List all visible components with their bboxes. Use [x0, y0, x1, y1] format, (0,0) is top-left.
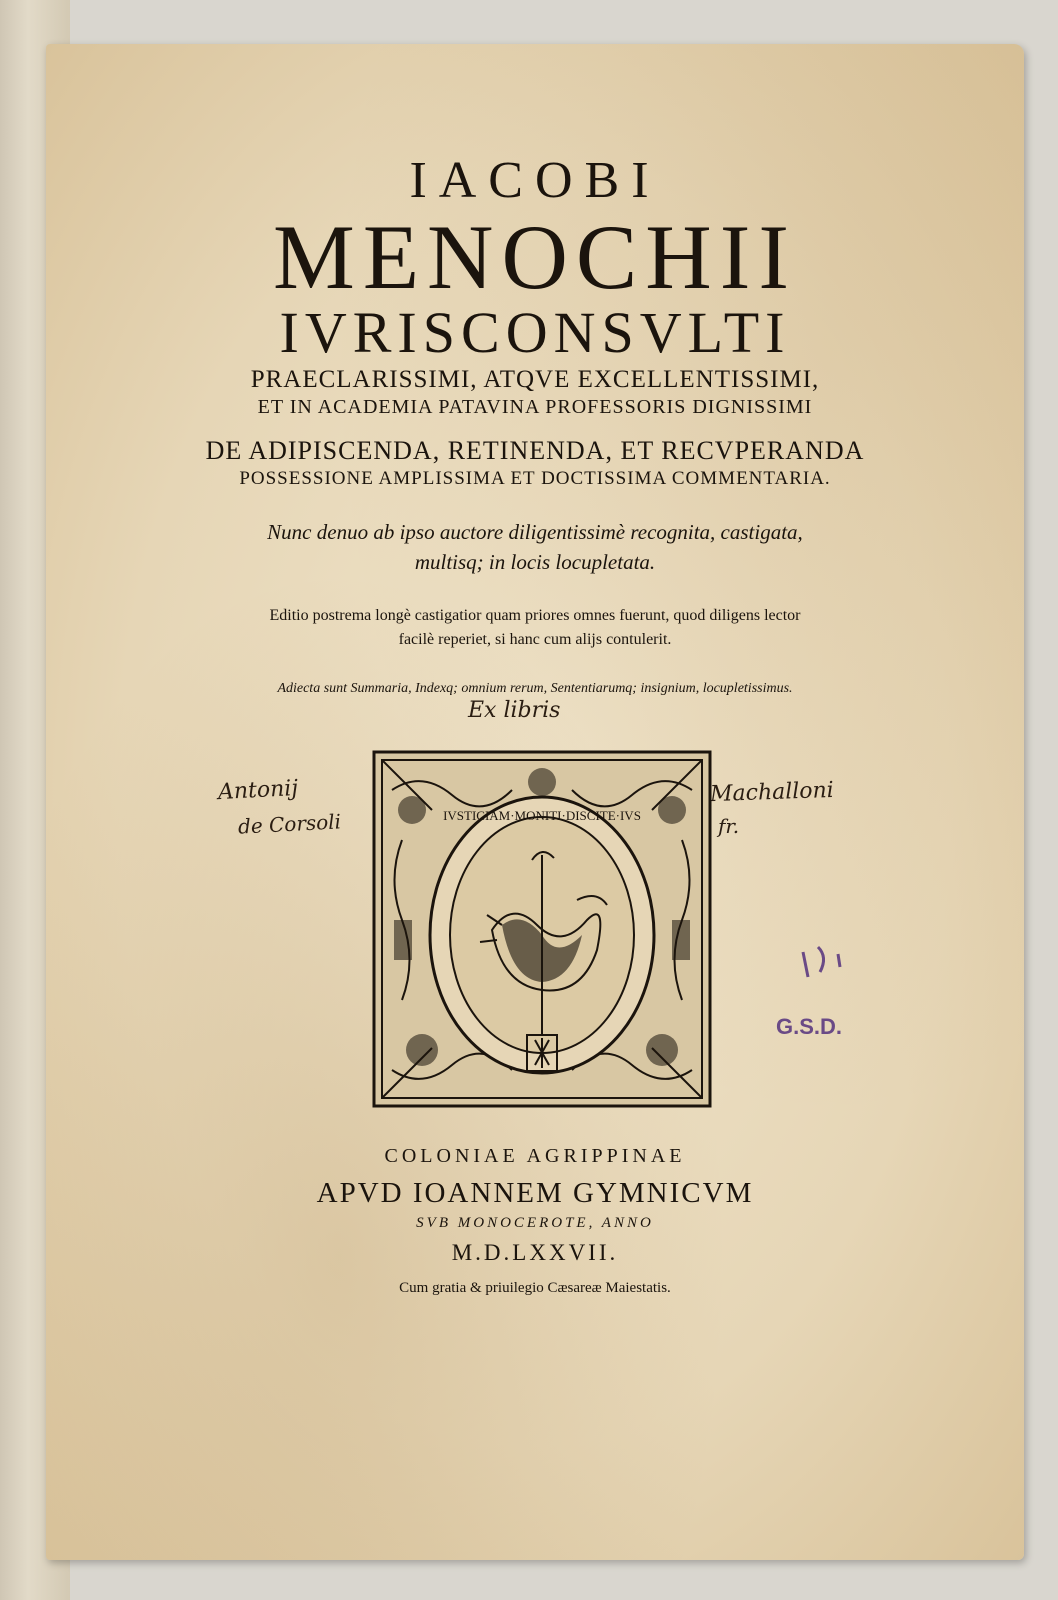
printer-device-woodcut-icon: [372, 750, 712, 1108]
revision-note-2: multisq; in locis locupletata.: [414, 550, 656, 574]
edition-note-1: Editio postrema longè castigatior quam priores omnes fuerunt, quod diligens lector: [269, 607, 801, 624]
work-title: DE ADIPISCENDA, RETINENDA, ET RECVPERANDA: [205, 436, 865, 465]
contents-note: Adiecta sunt Summaria, Indexq; omnium rerum, Sententiarumq; insignium, locupletissimus.: [277, 681, 793, 696]
author-affiliation: ET IN ACADEMIA PATAVINA PROFESSORIS DIGNISSIMI: [257, 396, 813, 418]
stamp-mark-icon: [798, 942, 848, 982]
ex-libris-inscription: Ex libris: [468, 698, 561, 723]
author-epithet: PRAECLARISSIMI, ATQVE EXCELLENTISSIMI,: [250, 366, 820, 393]
library-stamp: G.S.D.: [776, 1014, 843, 1039]
imprint-year: M.D.LXXVII.: [451, 1240, 619, 1265]
imprint-privilege: Cum gratia & priuilegio Cæsareæ Maiestatis.: [399, 1280, 671, 1296]
emblem-motto: IVSTICIAM·MONITI·DISCITE·IVS: [443, 808, 641, 823]
author-first-name: IACOBI: [409, 152, 661, 209]
work-subtitle: POSSESSIONE AMPLISSIMA ET DOCTISSIMA COMMENTARIA.: [239, 468, 831, 489]
owner-signature-left-2: de Corsoli: [237, 809, 342, 839]
imprint-sign: SVB MONOCEROTE, ANNO: [416, 1215, 654, 1231]
author-profession: IVRISCONSVLTI: [279, 300, 791, 365]
title-page: [46, 44, 1024, 1560]
imprint-printer: APVD IOANNEM GYMNICVM: [316, 1177, 754, 1209]
imprint-city: COLONIAE AGRIPPINAE: [384, 1145, 686, 1167]
author-last-name: MENOCHII: [273, 206, 797, 308]
revision-note-1: Nunc denuo ab ipso auctore diligentissimè recognita, castigata,: [267, 520, 803, 544]
owner-signature-right-1: Machalloni: [709, 777, 835, 808]
owner-signature-left-1: Antonij: [217, 775, 299, 806]
edition-note-2: facilè reperiet, si hanc cum alijs contulerit.: [398, 631, 672, 648]
owner-signature-right-2: fr.: [718, 814, 740, 838]
